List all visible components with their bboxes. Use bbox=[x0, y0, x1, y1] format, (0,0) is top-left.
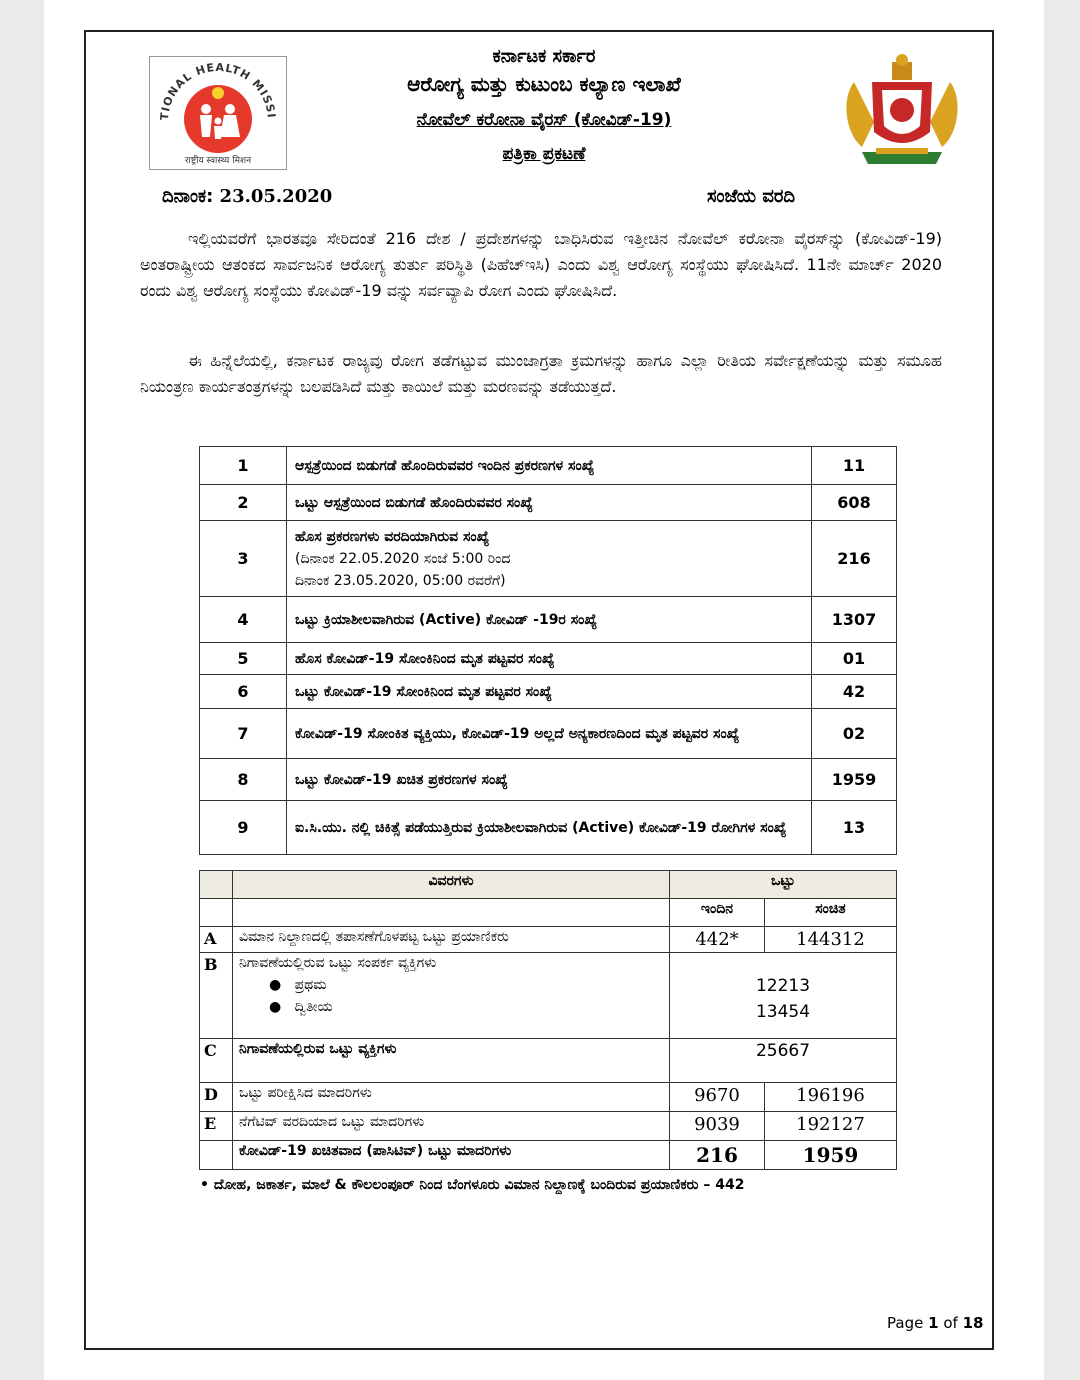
contacts-values bbox=[670, 953, 897, 1039]
page-of: of bbox=[943, 1314, 958, 1332]
date-label: ದಿನಾಂಕ: bbox=[162, 186, 214, 207]
row-value: 608 bbox=[812, 485, 897, 521]
contacts-primary: ● ಪ್ರಥಮ bbox=[269, 977, 327, 993]
row-number: 9 bbox=[200, 801, 287, 855]
header-blank bbox=[200, 871, 233, 899]
row-today: 9670 bbox=[670, 1083, 765, 1112]
row-label-text: ನಿಗಾವಣೆಯಲ್ಲಿರುವ ಒಟ್ಟು ಸಂಪರ್ಕ ವ್ಯಕ್ತಿಗಳು bbox=[239, 955, 437, 971]
table-row bbox=[200, 927, 897, 953]
row-value: 216 bbox=[812, 521, 897, 597]
row-key: D bbox=[200, 1083, 233, 1112]
table-row bbox=[200, 675, 897, 709]
table-row bbox=[200, 485, 897, 521]
measures-paragraph: ಈ ಹಿನ್ನೆಲೆಯಲ್ಲಿ, ಕರ್ನಾಟಕ ರಾಜ್ಯವು ರೋಗ ತಡೆಗಟ್ಟುವ ಮುಂಜಾಗ್ರತಾ ಕ್ರಮಗಳನ್ನು ಹಾಗೂ ಎಲ್ಲಾ ರೀತಿಯ ಸರ್ವೇಕ್ಷಣೆಯನ್ನು ಮತ್ತು ಸಮೂಹ ನಿಯಂತ್ರಣ ಕಾರ್ಯತಂತ್ರಗಳನ್ನು ಬಲಪಡಿಸಿದೆ ಮತ್ತು ಕಾಯಿಲೆ ಮತ್ತು ಮರಣವನ್ನು ತಡೆಯುತ್ತದೆ. bbox=[140, 351, 942, 396]
contacts-secondary-value: 13454 bbox=[755, 1002, 811, 1022]
subheader-blank bbox=[233, 899, 670, 927]
report-date bbox=[162, 186, 332, 207]
row-label: ವಿಮಾನ ನಿಲ್ದಾಣದಲ್ಲಿ ತಪಾಸಣೆಗೊಳಪಟ್ಟ ಒಟ್ಟು ಪ್ರಯಾಣಿಕರು bbox=[233, 927, 670, 953]
row-description: ಐ.ಸಿ.ಯು. ನಲ್ಲಿ ಚಿಕಿತ್ಸೆ ಪಡೆಯುತ್ತಿರುವ ಕ್ರಿಯಾಶೀಲವಾಗಿರುವ (Active) ಕೋವಿಡ್-19 ರೋಗಿಗಳ ಸಂಖ್ಯೆ bbox=[287, 801, 812, 855]
row-value: 1307 bbox=[812, 597, 897, 643]
nhm-logo-hindi: राष्ट्रीय स्वास्थ्य मिशन bbox=[184, 156, 252, 166]
contacts-secondary: ● ದ್ವಿತೀಯ bbox=[269, 999, 333, 1015]
row-value: 01 bbox=[812, 643, 897, 675]
row-description: ಕೋವಿಡ್-19 ಸೋಂಕಿತ ವ್ಯಕ್ತಿಯು, ಕೋವಿಡ್-19 ಅಲ್ಲದೆ ಅನ್ಯಕಾರಣದಿಂದ ಮೃತ ಪಟ್ಟವರ ಸಂಖ್ಯೆ bbox=[287, 709, 812, 759]
row-description-sub1: (ದಿನಾಂಕ 22.05.2020 ಸಂಜೆ 5:00 ರಿಂದ bbox=[295, 550, 511, 567]
row-description-sub2: ದಿನಾಂಕ 23.05.2020, 05:00 ರವರೆಗೆ) bbox=[295, 572, 506, 589]
header-cumulative: ಸಂಚಿತ bbox=[764, 899, 896, 927]
row-key: B bbox=[200, 953, 233, 1039]
row-description: ಒಟ್ಟು ಆಸ್ಪತ್ರೆಯಿಂದ ಬಿಡುಗಡೆ ಹೊಂದಿರುವವರ ಸಂಖ್ಯೆ bbox=[287, 485, 812, 521]
row-value: 11 bbox=[812, 447, 897, 485]
row-value: 42 bbox=[812, 675, 897, 709]
nhm-logo bbox=[149, 56, 287, 170]
covid-summary-table bbox=[199, 446, 897, 855]
table-row bbox=[200, 643, 897, 675]
row-key: C bbox=[200, 1039, 233, 1083]
row-label: ಕೋವಿಡ್-19 ಖಚಿತವಾದ (ಪಾಸಿಟಿವ್) ಒಟ್ಟು ಮಾದರಿಗಳು bbox=[233, 1141, 670, 1170]
header-subject: ನೋವೆಲ್ ಕರೋನಾ ವೈರಸ್ (ಕೋವಿಡ್-19) bbox=[416, 110, 672, 130]
contacts-secondary-label: ದ್ವಿತೀಯ bbox=[294, 999, 333, 1015]
header-today: ಇಂದಿನ bbox=[670, 899, 765, 927]
table-subheader-row bbox=[200, 899, 897, 927]
row-number: 4 bbox=[200, 597, 287, 643]
row-number: 1 bbox=[200, 447, 287, 485]
row-key: E bbox=[200, 1112, 233, 1141]
row-description bbox=[287, 521, 812, 597]
row-value: 25667 bbox=[670, 1039, 897, 1083]
table-row bbox=[200, 801, 897, 855]
nhm-logo-text: TIONAL HEALTH MISSI bbox=[157, 60, 278, 121]
row-label: ಒಟ್ಟು ಪರೀಕ್ಷಿಸಿದ ಮಾದರಿಗಳು bbox=[233, 1083, 670, 1112]
row-number: 6 bbox=[200, 675, 287, 709]
row-description: ಒಟ್ಟು ಕೋವಿಡ್-19 ಸೋಂಕಿನಿಂದ ಮೃತ ಪಟ್ಟವರ ಸಂಖ್ಯೆ bbox=[287, 675, 812, 709]
header-department: ಆರೋಗ್ಯ ಮತ್ತು ಕುಟುಂಬ ಕಲ್ಯಾಣ ಇಲಾಖೆ bbox=[407, 72, 681, 96]
row-number: 7 bbox=[200, 709, 287, 759]
table-row bbox=[200, 1039, 897, 1083]
table-row bbox=[200, 447, 897, 485]
report-type: ಸಂಜೆಯ ವರದಿ bbox=[707, 186, 796, 207]
contacts-primary-label: ಪ್ರಥಮ bbox=[294, 977, 327, 993]
footnote: • ದೋಹ, ಜಕಾರ್ತ, ಮಾಲೆ & ಕೌಲಲಂಪೂರ್ ನಿಂದ ಬೆಂಗಳೂರು ವಿಮಾನ ನಿಲ್ದಾಣಕ್ಕೆ ಬಂದಿರುವ ಪ್ರಯಾಣಿಕರು – 442 bbox=[200, 1177, 745, 1193]
page-total: 18 bbox=[962, 1314, 984, 1332]
row-value: 13 bbox=[812, 801, 897, 855]
row-description: ಒಟ್ಟು ಕ್ರಿಯಾಶೀಲವಾಗಿರುವ (Active) ಕೋವಿಡ್ -19ರ ಸಂಖ್ಯೆ bbox=[287, 597, 812, 643]
date-value: 23.05.2020 bbox=[219, 186, 333, 207]
row-label bbox=[233, 953, 670, 1039]
row-label: ನಿಗಾವಣೆಯಲ್ಲಿರುವ ಒಟ್ಟು ವ್ಯಕ್ತಿಗಳು bbox=[233, 1039, 670, 1083]
document-page bbox=[44, 0, 1044, 1380]
row-description: ಆಸ್ಪತ್ರೆಯಿಂದ ಬಿಡುಗಡೆ ಹೊಂದಿರುವವರ ಇಂದಿನ ಪ್ರಕರಣಗಳ ಸಂಖ್ಯೆ bbox=[287, 447, 812, 485]
row-cumulative: 1959 bbox=[764, 1141, 896, 1170]
row-description: ಹೊಸ ಕೋವಿಡ್-19 ಸೋಂಕಿನಿಂದ ಮೃತ ಪಟ್ಟವರ ಸಂಖ್ಯೆ bbox=[287, 643, 812, 675]
karnataka-emblem-icon bbox=[832, 52, 972, 170]
header-government: ಕರ್ನಾಟಕ ಸರ್ಕಾರ bbox=[492, 46, 596, 67]
subheader-blank bbox=[200, 899, 233, 927]
row-label: ನೆಗೆಟಿವ್ ವರದಿಯಾದ ಒಟ್ಟು ಮಾದರಿಗಳು bbox=[233, 1112, 670, 1141]
header-details: ವಿವರಗಳು bbox=[233, 871, 670, 899]
row-value: 1959 bbox=[812, 759, 897, 801]
row-today: 442* bbox=[670, 927, 765, 953]
screening-table bbox=[199, 870, 897, 1170]
row-today: 216 bbox=[670, 1141, 765, 1170]
row-value: 02 bbox=[812, 709, 897, 759]
row-key: A bbox=[200, 927, 233, 953]
header-press-release: ಪತ್ರಿಕಾ ಪ್ರಕಟಣೆ bbox=[502, 144, 586, 164]
row-number: 8 bbox=[200, 759, 287, 801]
row-cumulative: 144312 bbox=[764, 927, 896, 953]
row-today: 9039 bbox=[670, 1112, 765, 1141]
row-number: 3 bbox=[200, 521, 287, 597]
row-description-main: ಹೊಸ ಪ್ರಕರಣಗಳು ವರದಿಯಾಗಿರುವ ಸಂಖ್ಯೆ bbox=[295, 528, 490, 545]
row-number: 2 bbox=[200, 485, 287, 521]
table-row bbox=[200, 759, 897, 801]
table-row bbox=[200, 709, 897, 759]
row-description: ಒಟ್ಟು ಕೋವಿಡ್-19 ಖಚಿತ ಪ್ರಕರಣಗಳ ಸಂಖ್ಯೆ bbox=[287, 759, 812, 801]
page-current: 1 bbox=[928, 1314, 939, 1332]
contacts-primary-value: 12213 bbox=[755, 976, 811, 996]
page-label: Page bbox=[887, 1314, 924, 1332]
page-number bbox=[887, 1314, 983, 1332]
table-row bbox=[200, 1112, 897, 1141]
table-row bbox=[200, 1141, 897, 1170]
row-number: 5 bbox=[200, 643, 287, 675]
row-cumulative: 196196 bbox=[764, 1083, 896, 1112]
header-total: ಒಟ್ಟು bbox=[670, 871, 897, 899]
row-cumulative: 192127 bbox=[764, 1112, 896, 1141]
table-row bbox=[200, 953, 897, 1039]
table-row bbox=[200, 521, 897, 597]
table-row bbox=[200, 1083, 897, 1112]
intro-paragraph: ಇಲ್ಲಿಯವರೆಗೆ ಭಾರತವೂ ಸೇರಿದಂತೆ 216 ದೇಶ / ಪ್ರದೇಶಗಳನ್ನು ಬಾಧಿಸಿರುವ ಇತ್ತೀಚಿನ ನೋವೆಲ್ ಕರೋನಾ ವೈರಸ್‌ನ್ನು (ಕೋವಿಡ್-19) ಅಂತರಾಷ್ಟ್ರೀಯ ಆತಂಕದ ಸಾರ್ವಜನಿಕ ಆರೋಗ್ಯ ತುರ್ತು ಪರಿಸ್ಥಿತಿ (ಪಿಹೆಚ್‌ಇಸಿ) ಎಂದು ವಿಶ್ವ ಆರೋಗ್ಯ ಸಂಸ್ಥೆಯು ಘೋಷಿಸಿದೆ. 11ನೇ ಮಾರ್ಚ್ 2020 ರಂದು ವಿಶ್ವ ಆರೋಗ್ಯ ಸಂಸ್ಥೆಯು ಕೋವಿಡ್-19 ವನ್ನು ಸರ್ವವ್ಯಾಪಿ ರೋಗ ಎಂದು ಘೋಷಿಸಿದೆ. bbox=[140, 229, 942, 300]
table-header-row bbox=[200, 871, 897, 899]
table-row bbox=[200, 597, 897, 643]
row-key bbox=[200, 1141, 233, 1170]
